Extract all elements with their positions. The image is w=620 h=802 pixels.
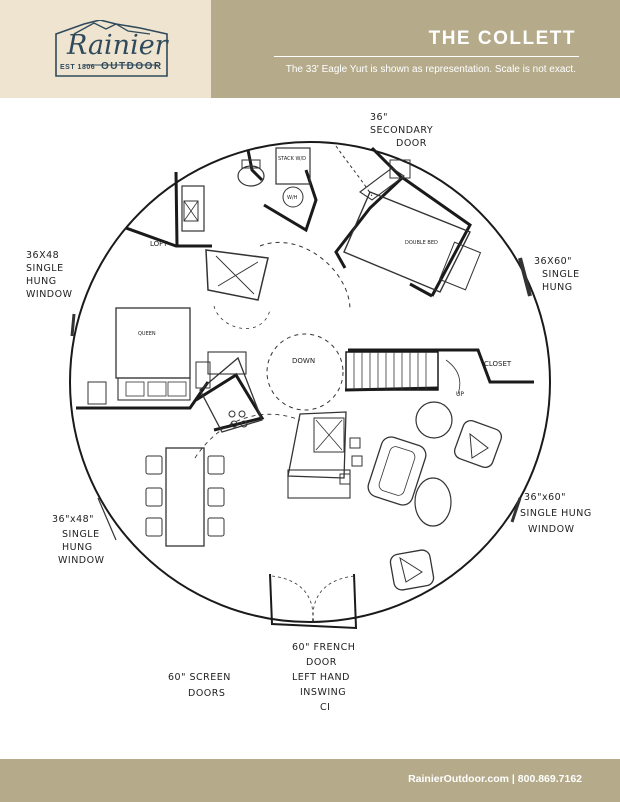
footer-bar bbox=[0, 759, 620, 802]
svg-text:36": 36" bbox=[370, 112, 388, 123]
wh-label: W/H bbox=[287, 195, 298, 201]
coffee-table bbox=[415, 478, 451, 526]
bedroom-rug bbox=[440, 242, 481, 290]
secondary-door-label bbox=[370, 112, 433, 149]
svg-text:INSWING: INSWING bbox=[300, 687, 347, 698]
sofa bbox=[366, 434, 429, 507]
double-bed-label: DOUBLE BED bbox=[405, 240, 438, 246]
svg-text:DOOR: DOOR bbox=[306, 657, 337, 668]
queen-bed bbox=[116, 308, 190, 378]
side-table bbox=[416, 402, 452, 438]
window-right-bottom-label bbox=[520, 492, 592, 535]
svg-text:WINDOW: WINDOW bbox=[58, 555, 105, 566]
french-door-label bbox=[292, 642, 355, 713]
svg-text:SINGLE: SINGLE bbox=[26, 263, 64, 274]
svg-text:DOORS: DOORS bbox=[188, 688, 226, 699]
svg-text:36X60": 36X60" bbox=[534, 256, 573, 267]
svg-text:SECONDARY: SECONDARY bbox=[370, 125, 434, 136]
stacked-wd-label: STACK W/D bbox=[278, 156, 307, 162]
svg-text:WINDOW: WINDOW bbox=[26, 289, 73, 300]
svg-text:SINGLE: SINGLE bbox=[62, 529, 100, 540]
header-bar bbox=[0, 0, 620, 98]
secondary-door-swing bbox=[336, 146, 372, 196]
svg-text:WINDOW: WINDOW bbox=[528, 524, 575, 535]
svg-text:SINGLE: SINGLE bbox=[542, 269, 580, 280]
down-label: DOWN bbox=[292, 357, 316, 365]
window-left-bottom-label bbox=[52, 514, 105, 566]
stacked-washer-dryer bbox=[276, 148, 310, 184]
svg-text:SINGLE HUNG: SINGLE HUNG bbox=[520, 508, 592, 519]
title-rule bbox=[274, 56, 579, 57]
svg-text:36X48: 36X48 bbox=[26, 250, 60, 261]
up-label: UP bbox=[456, 391, 465, 398]
logo-name: Rainier bbox=[67, 30, 168, 61]
svg-text:36"x60": 36"x60" bbox=[524, 492, 567, 503]
svg-text:36"x48": 36"x48" bbox=[52, 514, 95, 525]
window-right-marker bbox=[520, 258, 530, 296]
floor-plan bbox=[0, 98, 620, 759]
screen-doors-label bbox=[168, 672, 231, 699]
dining-chairs bbox=[146, 456, 224, 536]
armchair-1 bbox=[452, 418, 503, 469]
window-left-marker bbox=[72, 314, 74, 336]
svg-text:LEFT HAND: LEFT HAND bbox=[292, 672, 350, 683]
stool bbox=[350, 438, 360, 448]
page-title: THE COLLETT bbox=[428, 28, 576, 49]
logo-sub: OUTDOOR bbox=[101, 61, 163, 72]
svg-text:60" FRENCH: 60" FRENCH bbox=[292, 642, 356, 653]
svg-text:DOOR: DOOR bbox=[396, 138, 427, 149]
queen-label: QUEEN bbox=[138, 331, 156, 337]
page-subtitle: The 33' Eagle Yurt is shown as representation. Scale is not exact. bbox=[285, 64, 576, 75]
stove-burner bbox=[229, 411, 235, 417]
logo-panel bbox=[0, 0, 211, 98]
window-left-label bbox=[26, 250, 73, 300]
stair-opening bbox=[267, 334, 343, 410]
armchair-2 bbox=[389, 549, 435, 591]
stairs bbox=[346, 352, 438, 390]
logo-est: EST 1806 bbox=[60, 64, 96, 71]
bench bbox=[118, 378, 190, 400]
svg-text:HUNG: HUNG bbox=[26, 276, 57, 287]
closet-label: CLOSET bbox=[484, 360, 512, 368]
svg-text:CI: CI bbox=[320, 702, 331, 713]
svg-text:HUNG: HUNG bbox=[542, 282, 573, 293]
footer-contact: RainierOutdoor.com | 800.869.7162 bbox=[408, 773, 582, 785]
svg-text:60" SCREEN: 60" SCREEN bbox=[168, 672, 231, 683]
window-right-top-label bbox=[534, 256, 580, 293]
dining-table bbox=[166, 448, 204, 546]
svg-text:HUNG: HUNG bbox=[62, 542, 93, 553]
loft-label: LOFT bbox=[150, 240, 168, 248]
